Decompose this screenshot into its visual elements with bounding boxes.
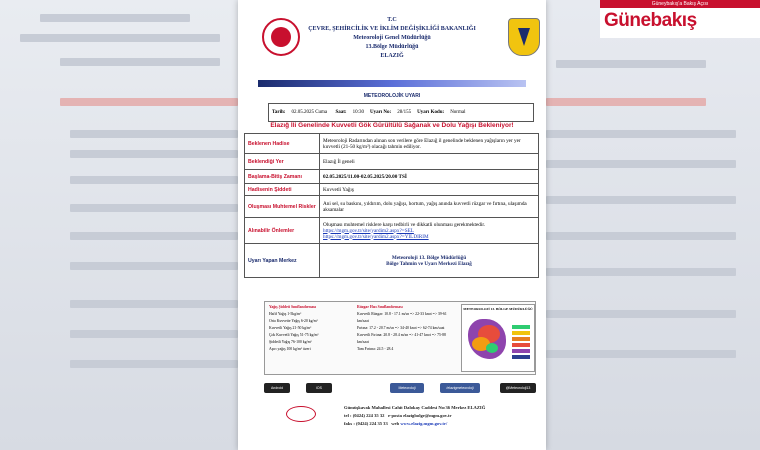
wind-legend-title: Rüzgar Hızı Sınıflandırması: [357, 305, 403, 309]
row-key: Beklenen Hadise: [245, 134, 320, 154]
table-row: [245, 218, 539, 244]
wind-class: Tam Fırtına: 24.5 - 28.4: [357, 347, 394, 351]
blur-line: [556, 60, 706, 68]
warning-no-value: 28/155: [397, 110, 412, 115]
precaution-text: Oluşması muhtemel risklere karşı tedbirli ve dikkatli olunması gerekmektedir.: [323, 221, 486, 228]
wind-class: Kuvvetli Rüzgar: 10.8 - 17.1 m/sn => 22-33 knot => 39-61 km/saat: [357, 312, 447, 323]
rain-legend-title: Yağış Şiddeti Sınıflandırması: [269, 305, 317, 309]
tel: : (0424) 224 35 32: [350, 413, 385, 418]
blur-line: [546, 268, 736, 276]
blur-line: [70, 232, 238, 240]
blur-line: [70, 360, 238, 368]
blur-line: [70, 204, 238, 212]
warning-code-label: Uyarı Kodu:: [417, 110, 445, 115]
map-swatch: [512, 355, 530, 359]
android-app-badge[interactable]: Android: [264, 383, 290, 393]
email: elazigbolge@mgm.gov.tr: [403, 413, 452, 418]
brand-tagline: Güneybakış'a Bakış Açısı: [600, 0, 760, 8]
yildirim-link[interactable]: https://mgm.gov.tr/site/yardim2.aspx?=YILDIRIM: [323, 233, 429, 240]
ios-app-badge[interactable]: iOS: [306, 383, 332, 393]
header-line: ELAZIĞ: [380, 53, 404, 59]
time-value: 10:30: [352, 110, 364, 115]
rain-legend: [269, 304, 351, 353]
classification-legend: [264, 301, 536, 375]
map-swatch: [512, 331, 530, 335]
date-value: 02.05.2025 Cuma: [291, 110, 328, 115]
table-row: [245, 184, 539, 196]
map-swatch: [512, 325, 530, 329]
warning-headline: Elazığ İli Genelinde Kuvvetli Gök Gürültülü Sağanak ve Dolu Yağışı Bekleniyor!: [270, 122, 514, 129]
blur-line: [546, 232, 736, 240]
footer-seal-icon: [286, 406, 316, 422]
blur-line: [546, 160, 736, 168]
header-divider: [258, 80, 526, 87]
row-value: [320, 244, 539, 278]
brand-logo[interactable]: [600, 0, 760, 38]
center-unit: Bölge Tahmin ve Uyarı Merkezi Elazığ: [386, 260, 472, 267]
left-blurred-background: [0, 0, 238, 450]
header-line: 13.Bölge Müdürlüğü: [365, 44, 419, 50]
row-value: 02.05.2025/11.00-02.05.2025/20.00 TSİ: [320, 170, 539, 184]
row-key: Hadisenin Şiddeti: [245, 184, 320, 196]
sel-link[interactable]: https://mgm.gov.tr/site/yardim2.aspx?=SEL: [323, 227, 414, 234]
rain-class: Orta Kuvvette Yağış 6-20 kg/m²: [269, 319, 318, 323]
map-swatch: [512, 337, 530, 341]
row-key: Oluşması Muhtemel Riskler: [245, 196, 320, 218]
rain-class: Çok Kuvvetli Yağış 51-75 kg/m²: [269, 333, 319, 337]
blur-line: [546, 350, 736, 358]
time-label: Saat:: [335, 110, 347, 115]
blur-line: [70, 176, 238, 184]
blur-line: [60, 58, 220, 66]
table-row: [245, 154, 539, 170]
instagram-badge[interactable]: @Meteoroloji13: [500, 383, 536, 393]
warning-info-bar: [268, 103, 534, 122]
document-header: [238, 16, 546, 61]
address: Gümüşkavak Mahallesi Cahit Dalokay Caddesi No:36 Merkez ELAZIĞ: [344, 405, 486, 410]
blur-line: [546, 98, 706, 106]
center-name: Meteoroloji 13. Bölge Müdürlüğü: [391, 254, 467, 261]
table-row: [245, 244, 539, 278]
row-value: Kuvvetli Yağış: [320, 184, 539, 196]
table-row: [245, 196, 539, 218]
warning-details-table: [244, 133, 539, 278]
document-title: METEOROLOJİK UYARI: [363, 93, 421, 99]
rain-class: Şiddetli Yağış 76-100 kg/m²: [269, 340, 312, 344]
table-row: [245, 134, 539, 154]
web-link[interactable]: www.elazig.mgm.gov.tr/: [400, 421, 448, 426]
date-label: Tarih:: [272, 110, 286, 115]
blur-line: [20, 34, 220, 42]
row-key: Alınabilir Önlemler: [245, 218, 320, 244]
rain-class: Aşırı yağış 100 kg/m² üzeri: [269, 347, 311, 351]
wind-class: Fırtına: 17.2 - 20.7 m/sn => 34-40 knot => 62-74 km/saat: [357, 326, 445, 330]
row-value: Elazığ İl geneli: [320, 154, 539, 170]
blur-line: [40, 14, 190, 22]
blur-line: [546, 130, 736, 138]
row-value: [320, 218, 539, 244]
footer-contact: [344, 404, 485, 428]
blur-line: [70, 330, 238, 338]
row-key: Başlama-Bitiş Zamanı: [245, 170, 320, 184]
fax: : (0424) 224 35 33: [353, 421, 388, 426]
header-line: Meteoroloji Genel Müdürlüğü: [353, 35, 431, 41]
blur-line: [546, 310, 736, 318]
table-row: [245, 170, 539, 184]
blur-line: [60, 98, 238, 106]
map-title: METEOROLOJİ 13. BÖLGE MÜDÜRLÜĞÜ: [463, 307, 533, 311]
row-value: Ani sel, su baskını, yıldırım, dolu yağışı, hortum, yağış anında kuvvetli rüzgar ve fırtına, ulaşımda aksamalar: [320, 196, 539, 218]
warning-document: [238, 0, 546, 450]
row-value: Meteoroloji Radarından alınan son verilere göre Elazığ il genelinde beklenen yağışların yer yer kuvvetli (21-50 kg/m²) olacağı tahmin ediliyor.: [320, 134, 539, 154]
header-line: ÇEVRE, ŞEHİRCİLİK VE İKLİM DEĞİŞİKLİĞİ BAKANLIĞI: [308, 26, 476, 32]
email-label: e-posta: [387, 413, 402, 418]
twitter-badge[interactable]: Meteoroloji: [390, 383, 424, 393]
region-map: [461, 304, 535, 372]
fax-label: faks: [344, 421, 353, 426]
wind-legend: [357, 304, 457, 353]
header-line: T.C: [387, 17, 397, 23]
warning-code-value: Normal: [450, 110, 466, 115]
rain-class: Hafif Yağış 1-5kg/m²: [269, 312, 302, 316]
row-key: Uyarı Yapan Merkez: [245, 244, 320, 278]
map-region-shape: [486, 343, 498, 353]
wind-class: Kuvvetli Fırtına: 20.8 - 28.4 m/sn => 41-47 knot => 75-88 km/saat: [357, 333, 446, 344]
map-swatch: [512, 343, 530, 347]
warning-no-label: Uyarı No:: [369, 110, 392, 115]
web-label: web: [391, 421, 400, 426]
blur-line: [70, 262, 238, 270]
rain-class: Kuvvetli Yağış 21-50 kg/m²: [269, 326, 312, 330]
blur-line: [70, 150, 238, 158]
blur-line: [70, 130, 238, 138]
map-swatch: [512, 349, 530, 353]
row-key: Beklendiği Yer: [245, 154, 320, 170]
brand-name: Günebakış: [604, 10, 697, 31]
blur-line: [70, 300, 238, 308]
document-footer: [282, 404, 532, 430]
blur-line: [546, 196, 736, 204]
right-blurred-background: [546, 0, 760, 450]
tel-label: tel: [344, 413, 349, 418]
facebook-badge[interactable]: /elazigmeteoroloji: [440, 383, 480, 393]
